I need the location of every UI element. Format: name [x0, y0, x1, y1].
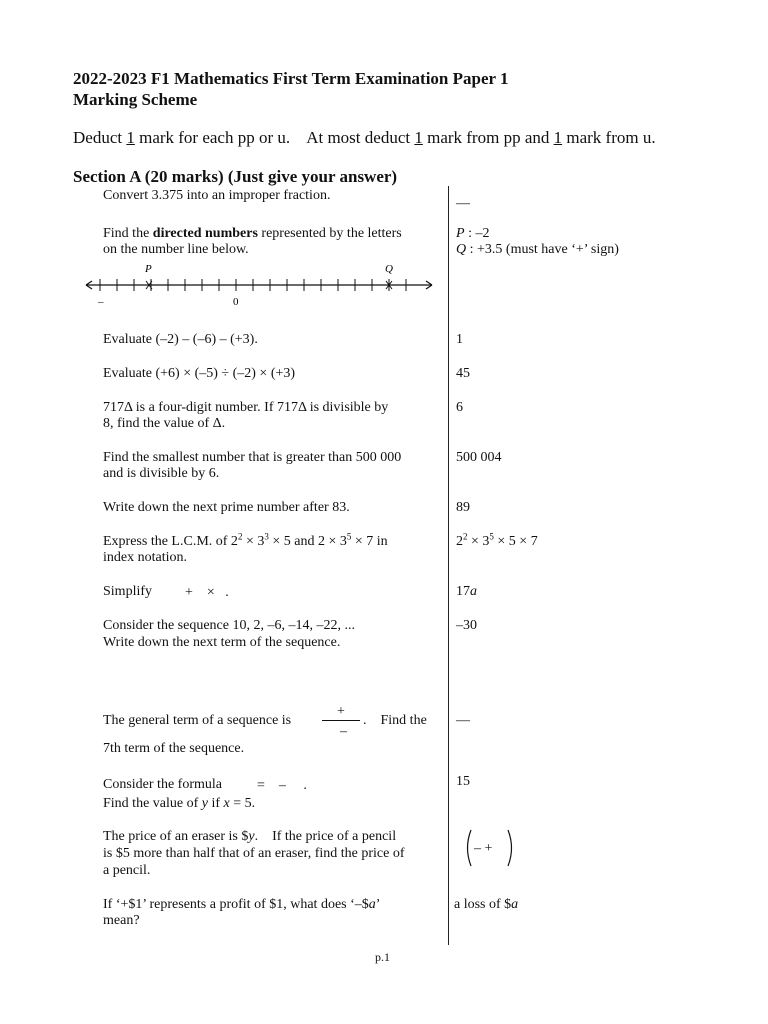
question-9-operators: + × . — [185, 585, 229, 600]
question-8-line2: index notation. — [103, 550, 187, 565]
answer-14: a loss of $a — [454, 897, 519, 912]
answer-2-p: P : –2 — [456, 226, 490, 241]
question-5: 717Δ is a four-digit number. If 717Δ is divisible by — [103, 400, 389, 415]
question-8: Express the L.C.M. of $2^2 \times 3^3 \times 5$ and $2 \times 3^5 \times 7$ in — [103, 531, 388, 549]
question-12-line2: Find the value of y if x = 5. — [103, 796, 256, 811]
question-13-line3: a pencil. — [103, 863, 151, 878]
answer-2-q: Q : +3.5 (must have ‘+’ sign) — [456, 242, 619, 257]
answer-5: 6 — [456, 400, 463, 415]
question-12: Consider the formula — [103, 777, 222, 792]
question-12-operators: = – . — [257, 778, 307, 793]
question-10: Consider the sequence 10, 2, –6, –14, –22, ... — [103, 618, 355, 633]
fraction-numerator: + — [337, 704, 345, 719]
answer-9: 17a — [456, 584, 477, 599]
question-13-line2: is $5 more than half that of an eraser, find the price of — [103, 846, 405, 861]
question-6-line2: and is divisible by 6. — [103, 466, 220, 481]
answer-7: 89 — [456, 500, 470, 515]
question-7: Write down the next prime number after 83. — [103, 500, 350, 515]
answer-3: 1 — [456, 332, 463, 347]
question-3: Evaluate (–2) – (–6) – (+3). — [103, 332, 258, 347]
question-4: Evaluate (+6) × (–5) ÷ (–2) × (+3) — [103, 366, 296, 381]
answer-10: –30 — [456, 618, 477, 633]
answer-13: – + — [474, 841, 493, 856]
answer-8: $2^2 \times 3^5 \times 5 \times 7$ — [456, 531, 538, 549]
question-14: If ‘+$1’ represents a profit of $1, what does ‘–$a’ — [103, 897, 381, 912]
question-5-line2: 8, find the value of Δ. — [103, 416, 226, 431]
page-title: 2022-2023 F1 Mathematics First Term Examination Paper 1 — [73, 69, 509, 88]
question-14-line2: mean? — [103, 913, 140, 928]
answer-6: 500 004 — [456, 450, 502, 465]
question-1: Convert 3.375 into an improper fraction. — [103, 188, 331, 203]
answer-12: 15 — [456, 774, 470, 789]
deduct-instructions: Deduct 1 mark for each pp or u. At most deduct 1 mark from pp and 1 mark from u. — [73, 128, 656, 147]
zero-label: 0 — [233, 296, 239, 308]
answer-11: — — [456, 713, 470, 728]
page-number: p.1 — [375, 950, 390, 964]
question-2-line2: on the number line below. — [103, 242, 249, 257]
number-line — [80, 258, 440, 314]
page-subtitle: Marking Scheme — [73, 90, 198, 109]
question-11: The general term of a sequence is — [103, 713, 292, 728]
question-10-line2: Write down the next term of the sequence. — [103, 635, 341, 650]
question-2: Find the directed numbers represented by the letters — [103, 226, 402, 241]
fraction-denominator: – — [340, 724, 347, 739]
point-q-label: Q — [385, 263, 393, 275]
column-divider — [448, 186, 449, 945]
section-title: Section A (20 marks) (Just give your answer) — [73, 167, 398, 186]
point-p-label: P — [145, 263, 152, 275]
minus-label: – — [98, 296, 104, 308]
fraction-bar — [322, 720, 360, 721]
question-11-mid: . Find the — [363, 713, 427, 728]
question-11-line2: 7th term of the sequence. — [103, 741, 245, 756]
answer-4: 45 — [456, 366, 470, 381]
question-6: Find the smallest number that is greater than 500 000 — [103, 450, 402, 465]
answer-1: — — [456, 196, 470, 211]
question-9: Simplify — [103, 584, 153, 599]
question-13: The price of an eraser is $y. If the price of a pencil — [103, 829, 397, 844]
